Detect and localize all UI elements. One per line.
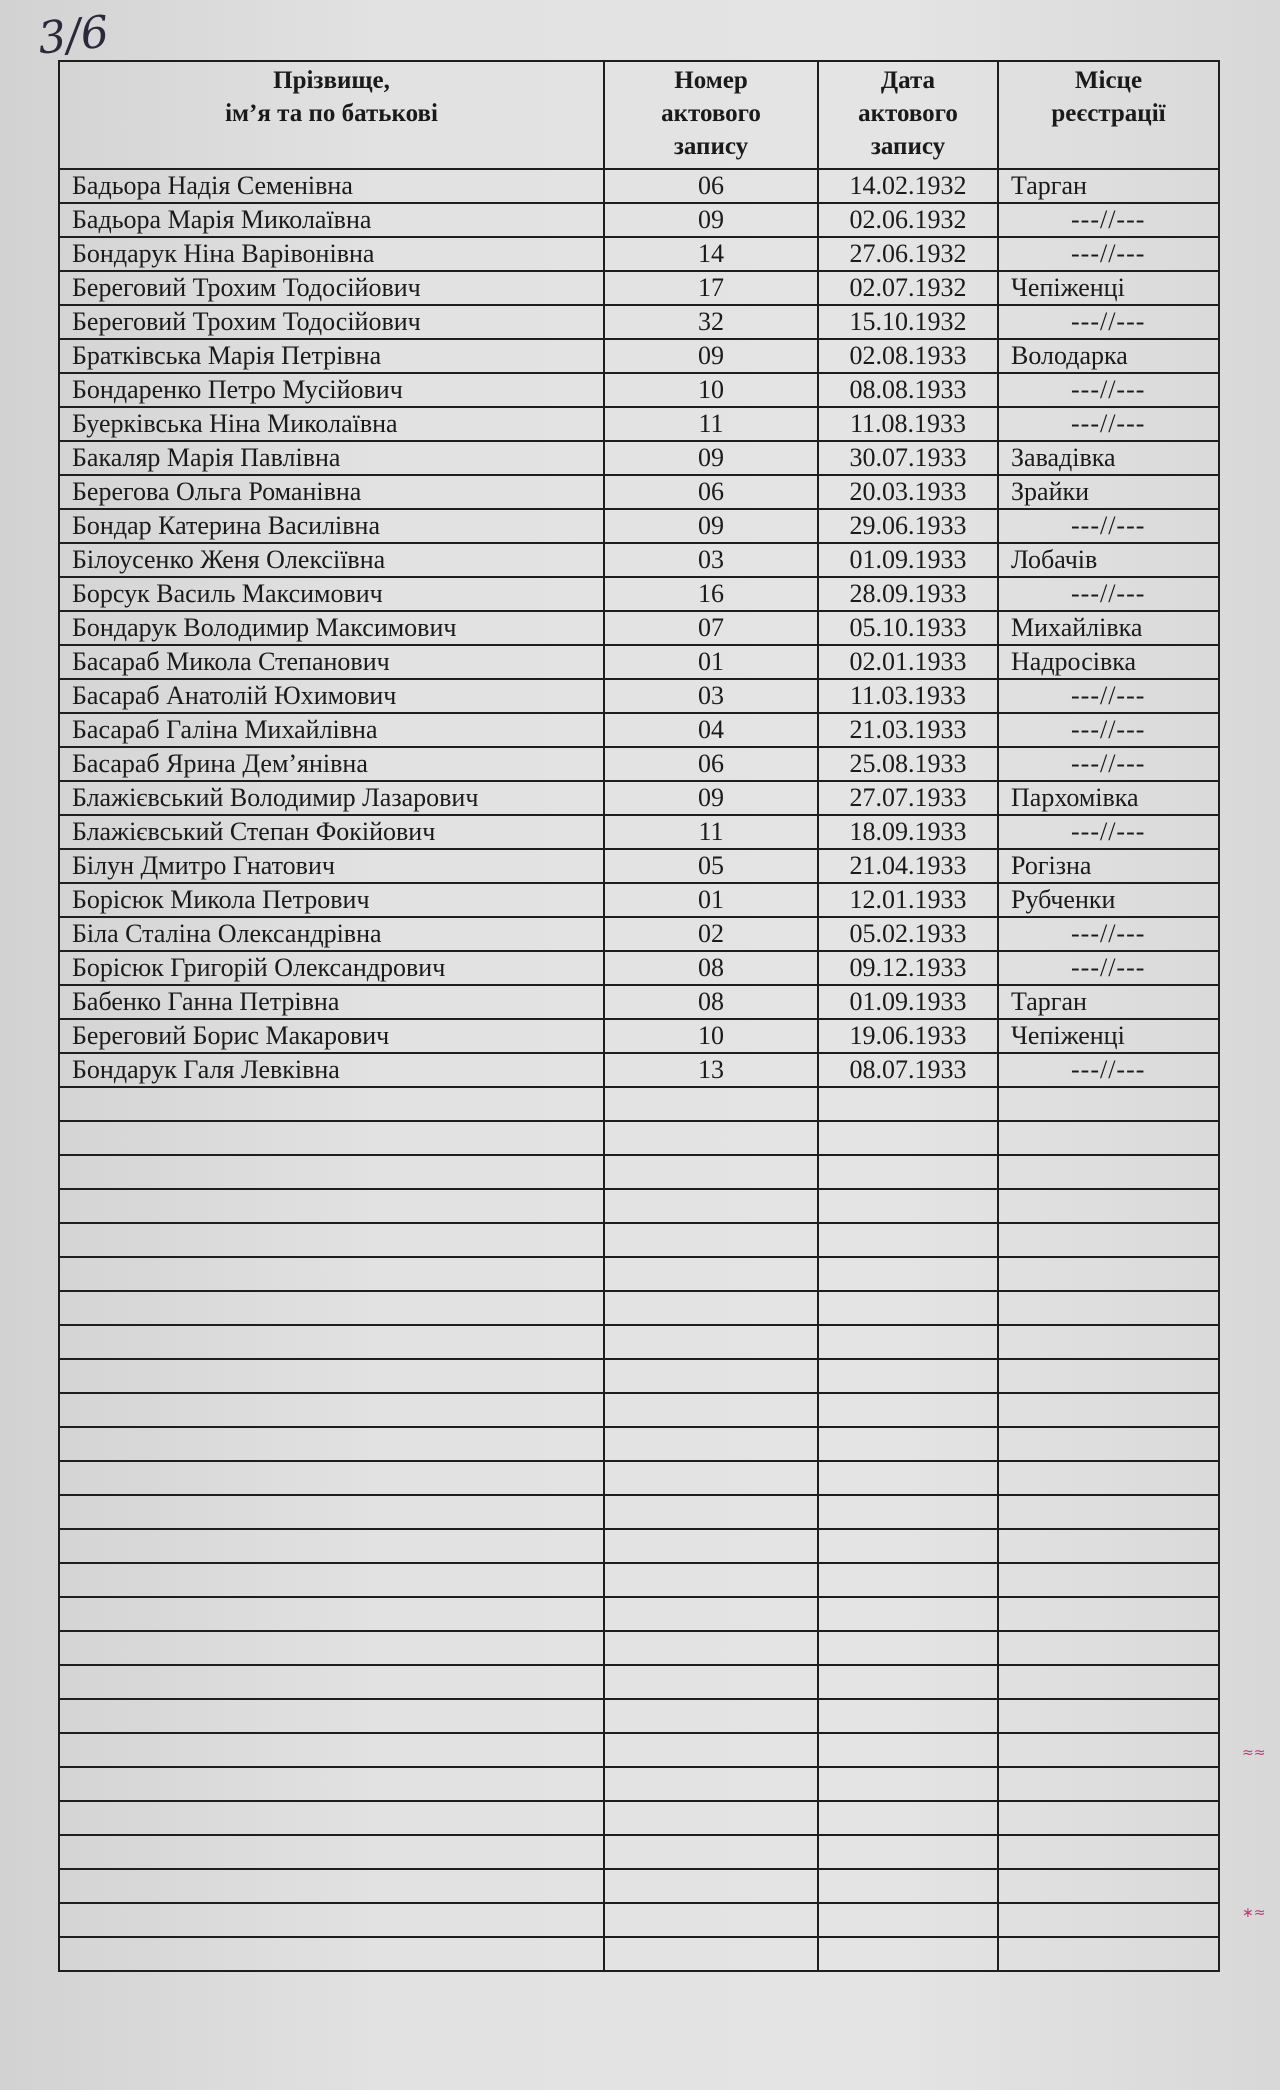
cell-record-number: 03 (604, 679, 818, 713)
cell-record-date: 20.03.1933 (818, 475, 998, 509)
empty-table-row (59, 1087, 1219, 1121)
empty-table-row (59, 1903, 1219, 1937)
empty-cell (59, 1325, 604, 1359)
table-row (59, 407, 1219, 441)
empty-table-row (59, 1733, 1219, 1767)
cell-record-number: 06 (604, 475, 818, 509)
empty-cell (998, 1087, 1219, 1121)
cell-place: Лобачів (998, 543, 1219, 577)
table-row (59, 1053, 1219, 1087)
empty-cell (59, 1223, 604, 1257)
empty-cell (59, 1461, 604, 1495)
cell-place: ---//--- (998, 203, 1219, 237)
cell-name: Бадьора Надія Семенівна (59, 169, 604, 203)
cell-name: Бондарук Ніна Варівонівна (59, 237, 604, 271)
empty-cell (998, 1529, 1219, 1563)
cell-name: Басараб Микола Степанович (59, 645, 604, 679)
empty-table-row (59, 1801, 1219, 1835)
table-row (59, 781, 1219, 815)
cell-name: Біла Сталіна Олександрівна (59, 917, 604, 951)
empty-cell (998, 1563, 1219, 1597)
cell-record-date: 28.09.1933 (818, 577, 998, 611)
table-row (59, 509, 1219, 543)
cell-record-date: 02.01.1933 (818, 645, 998, 679)
empty-cell (604, 1155, 818, 1189)
table-row (59, 339, 1219, 373)
cell-name: Борсук Василь Максимович (59, 577, 604, 611)
cell-record-number: 01 (604, 883, 818, 917)
cell-record-date: 05.10.1933 (818, 611, 998, 645)
empty-cell (998, 1835, 1219, 1869)
cell-record-number: 09 (604, 441, 818, 475)
cell-name: Береговий Борис Макарович (59, 1019, 604, 1053)
table-row (59, 679, 1219, 713)
empty-cell (604, 1223, 818, 1257)
empty-cell (59, 1801, 604, 1835)
table-row (59, 577, 1219, 611)
cell-name: Басараб Анатолій Юхимович (59, 679, 604, 713)
cell-record-date: 15.10.1932 (818, 305, 998, 339)
empty-cell (818, 1189, 998, 1223)
empty-cell (998, 1869, 1219, 1903)
cell-record-number: 13 (604, 1053, 818, 1087)
table-row (59, 951, 1219, 985)
empty-table-row (59, 1597, 1219, 1631)
cell-place: ---//--- (998, 1053, 1219, 1087)
cell-place: Чепіженці (998, 1019, 1219, 1053)
cell-place: ---//--- (998, 305, 1219, 339)
cell-record-date: 02.07.1932 (818, 271, 998, 305)
empty-cell (818, 1869, 998, 1903)
cell-record-date: 18.09.1933 (818, 815, 998, 849)
empty-table-row (59, 1529, 1219, 1563)
empty-cell (59, 1835, 604, 1869)
empty-cell (604, 1835, 818, 1869)
cell-place: Рогізна (998, 849, 1219, 883)
empty-cell (59, 1529, 604, 1563)
cell-record-number: 09 (604, 339, 818, 373)
empty-cell (998, 1393, 1219, 1427)
empty-cell (818, 1835, 998, 1869)
header-record-date: Дата актового запису (818, 61, 998, 169)
cell-place: Тарган (998, 985, 1219, 1019)
empty-cell (59, 1597, 604, 1631)
empty-table-row (59, 1325, 1219, 1359)
cell-name: Борісюк Григорій Олександрович (59, 951, 604, 985)
empty-cell (998, 1291, 1219, 1325)
cell-place: Тарган (998, 169, 1219, 203)
empty-cell (59, 1087, 604, 1121)
cell-name: Блажієвський Володимир Лазарович (59, 781, 604, 815)
cell-record-date: 01.09.1933 (818, 985, 998, 1019)
empty-cell (604, 1665, 818, 1699)
empty-cell (59, 1495, 604, 1529)
empty-cell (604, 1359, 818, 1393)
empty-cell (604, 1495, 818, 1529)
handwritten-page-number: 3/6 (35, 6, 112, 65)
cell-place: Чепіженці (998, 271, 1219, 305)
empty-table-row (59, 1869, 1219, 1903)
empty-cell (818, 1665, 998, 1699)
cell-name: Бондаренко Петро Мусійович (59, 373, 604, 407)
empty-table-row (59, 1631, 1219, 1665)
cell-record-number: 10 (604, 1019, 818, 1053)
pink-ink-mark: ≈≈ (1242, 1745, 1266, 1761)
table-row (59, 713, 1219, 747)
empty-cell (59, 1291, 604, 1325)
empty-cell (998, 1733, 1219, 1767)
table-row (59, 475, 1219, 509)
empty-cell (998, 1903, 1219, 1937)
table-row (59, 645, 1219, 679)
empty-cell (59, 1155, 604, 1189)
cell-record-number: 08 (604, 985, 818, 1019)
cell-record-date: 21.03.1933 (818, 713, 998, 747)
cell-record-date: 19.06.1933 (818, 1019, 998, 1053)
empty-cell (998, 1665, 1219, 1699)
empty-cell (998, 1597, 1219, 1631)
cell-record-number: 07 (604, 611, 818, 645)
table-row (59, 441, 1219, 475)
empty-cell (604, 1189, 818, 1223)
empty-table-row (59, 1937, 1219, 1971)
cell-name: Бадьора Марія Миколаївна (59, 203, 604, 237)
cell-name: Бабенко Ганна Петрівна (59, 985, 604, 1019)
empty-table-row (59, 1835, 1219, 1869)
cell-record-date: 29.06.1933 (818, 509, 998, 543)
cell-name: Бондарук Галя Левківна (59, 1053, 604, 1087)
empty-cell (998, 1699, 1219, 1733)
empty-table-row (59, 1291, 1219, 1325)
cell-place: ---//--- (998, 577, 1219, 611)
cell-place: Зрайки (998, 475, 1219, 509)
cell-name: Білоусенко Женя Олексіївна (59, 543, 604, 577)
table-row (59, 237, 1219, 271)
cell-record-date: 21.04.1933 (818, 849, 998, 883)
empty-cell (604, 1631, 818, 1665)
cell-place: Михайлівка (998, 611, 1219, 645)
empty-cell (604, 1801, 818, 1835)
empty-cell (818, 1563, 998, 1597)
table-row (59, 1019, 1219, 1053)
table-row (59, 203, 1219, 237)
empty-cell (604, 1121, 818, 1155)
empty-cell (604, 1563, 818, 1597)
empty-cell (998, 1121, 1219, 1155)
registry-table (58, 60, 1220, 1972)
cell-record-number: 06 (604, 169, 818, 203)
table-row (59, 883, 1219, 917)
cell-record-number: 05 (604, 849, 818, 883)
cell-record-number: 04 (604, 713, 818, 747)
cell-record-date: 08.07.1933 (818, 1053, 998, 1087)
empty-table-row (59, 1767, 1219, 1801)
empty-table-row (59, 1699, 1219, 1733)
empty-cell (818, 1359, 998, 1393)
table-row (59, 849, 1219, 883)
empty-cell (59, 1699, 604, 1733)
empty-cell (998, 1495, 1219, 1529)
cell-record-number: 32 (604, 305, 818, 339)
empty-cell (818, 1427, 998, 1461)
cell-record-number: 17 (604, 271, 818, 305)
cell-name: Бакаляр Марія Павлівна (59, 441, 604, 475)
empty-cell (998, 1461, 1219, 1495)
cell-place: Завадівка (998, 441, 1219, 475)
empty-cell (59, 1393, 604, 1427)
header-name: Прізвище, ім’я та по батькові (59, 61, 604, 169)
table-row (59, 271, 1219, 305)
empty-cell (604, 1597, 818, 1631)
empty-cell (59, 1189, 604, 1223)
cell-record-number: 06 (604, 747, 818, 781)
cell-record-number: 11 (604, 815, 818, 849)
empty-table-row (59, 1121, 1219, 1155)
empty-cell (604, 1461, 818, 1495)
cell-name: Басараб Галіна Михайлівна (59, 713, 604, 747)
cell-place: ---//--- (998, 815, 1219, 849)
empty-cell (59, 1359, 604, 1393)
empty-cell (59, 1257, 604, 1291)
cell-record-number: 10 (604, 373, 818, 407)
empty-cell (59, 1631, 604, 1665)
empty-cell (998, 1937, 1219, 1971)
cell-name: Бондарук Володимир Максимович (59, 611, 604, 645)
empty-table-row (59, 1223, 1219, 1257)
empty-cell (59, 1903, 604, 1937)
cell-place: ---//--- (998, 373, 1219, 407)
cell-place: Пархомівка (998, 781, 1219, 815)
cell-name: Берегова Ольга Романівна (59, 475, 604, 509)
cell-name: Басараб Ярина Дем’янівна (59, 747, 604, 781)
empty-cell (604, 1427, 818, 1461)
empty-cell (818, 1495, 998, 1529)
cell-record-number: 14 (604, 237, 818, 271)
cell-place: ---//--- (998, 951, 1219, 985)
table-row (59, 747, 1219, 781)
empty-cell (818, 1937, 998, 1971)
table-row (59, 917, 1219, 951)
cell-place: ---//--- (998, 713, 1219, 747)
empty-cell (998, 1359, 1219, 1393)
cell-name: Береговий Трохим Тодосійович (59, 271, 604, 305)
empty-cell (818, 1155, 998, 1189)
empty-cell (818, 1597, 998, 1631)
cell-record-date: 27.07.1933 (818, 781, 998, 815)
empty-table-row (59, 1257, 1219, 1291)
cell-record-date: 01.09.1933 (818, 543, 998, 577)
cell-record-date: 30.07.1933 (818, 441, 998, 475)
cell-record-number: 03 (604, 543, 818, 577)
empty-cell (604, 1291, 818, 1325)
empty-table-row (59, 1155, 1219, 1189)
empty-cell (818, 1903, 998, 1937)
pink-ink-mark: ∗≈ (1242, 1905, 1266, 1921)
empty-cell (59, 1937, 604, 1971)
empty-cell (818, 1393, 998, 1427)
cell-record-date: 11.03.1933 (818, 679, 998, 713)
cell-name: Борісюк Микола Петрович (59, 883, 604, 917)
cell-place: Рубченки (998, 883, 1219, 917)
empty-cell (818, 1325, 998, 1359)
table-row (59, 543, 1219, 577)
empty-cell (818, 1529, 998, 1563)
table-row (59, 985, 1219, 1019)
cell-place: ---//--- (998, 407, 1219, 441)
empty-table-row (59, 1427, 1219, 1461)
empty-cell (998, 1155, 1219, 1189)
cell-record-date: 27.06.1932 (818, 237, 998, 271)
empty-cell (604, 1869, 818, 1903)
header-record-number: Номер актового запису (604, 61, 818, 169)
cell-record-date: 25.08.1933 (818, 747, 998, 781)
empty-cell (818, 1087, 998, 1121)
empty-table-row (59, 1461, 1219, 1495)
empty-cell (604, 1325, 818, 1359)
cell-name: Буерківська Ніна Миколаївна (59, 407, 604, 441)
cell-record-number: 11 (604, 407, 818, 441)
empty-cell (998, 1325, 1219, 1359)
empty-cell (998, 1257, 1219, 1291)
cell-place: ---//--- (998, 237, 1219, 271)
cell-place: Володарка (998, 339, 1219, 373)
empty-cell (604, 1733, 818, 1767)
cell-name: Братківська Марія Петрівна (59, 339, 604, 373)
empty-cell (818, 1461, 998, 1495)
empty-cell (998, 1189, 1219, 1223)
cell-record-number: 09 (604, 203, 818, 237)
empty-cell (59, 1733, 604, 1767)
cell-record-number: 01 (604, 645, 818, 679)
empty-table-row (59, 1189, 1219, 1223)
cell-place: ---//--- (998, 917, 1219, 951)
cell-record-date: 08.08.1933 (818, 373, 998, 407)
empty-cell (998, 1631, 1219, 1665)
empty-cell (998, 1223, 1219, 1257)
empty-cell (818, 1767, 998, 1801)
empty-cell (998, 1427, 1219, 1461)
empty-cell (818, 1699, 998, 1733)
cell-record-date: 09.12.1933 (818, 951, 998, 985)
cell-record-number: 16 (604, 577, 818, 611)
empty-cell (818, 1733, 998, 1767)
empty-cell (59, 1665, 604, 1699)
table-row (59, 815, 1219, 849)
table-row (59, 611, 1219, 645)
header-place: Місце реєстрації (998, 61, 1219, 169)
cell-place: ---//--- (998, 679, 1219, 713)
table-header-row (59, 61, 1219, 169)
cell-name: Білун Дмитро Гнатович (59, 849, 604, 883)
empty-cell (604, 1393, 818, 1427)
empty-cell (59, 1767, 604, 1801)
table-row (59, 373, 1219, 407)
empty-cell (604, 1699, 818, 1733)
empty-cell (818, 1631, 998, 1665)
cell-record-date: 02.08.1933 (818, 339, 998, 373)
cell-record-number: 09 (604, 781, 818, 815)
cell-record-number: 02 (604, 917, 818, 951)
empty-cell (818, 1291, 998, 1325)
cell-place: ---//--- (998, 747, 1219, 781)
empty-cell (818, 1801, 998, 1835)
empty-cell (604, 1529, 818, 1563)
cell-record-date: 12.01.1933 (818, 883, 998, 917)
empty-table-row (59, 1359, 1219, 1393)
empty-cell (604, 1767, 818, 1801)
cell-place: ---//--- (998, 509, 1219, 543)
empty-cell (59, 1121, 604, 1155)
empty-cell (604, 1257, 818, 1291)
empty-cell (604, 1903, 818, 1937)
cell-name: Бондар Катерина Василівна (59, 509, 604, 543)
empty-cell (59, 1869, 604, 1903)
empty-table-row (59, 1563, 1219, 1597)
cell-record-number: 08 (604, 951, 818, 985)
empty-cell (818, 1223, 998, 1257)
empty-table-row (59, 1393, 1219, 1427)
empty-table-row (59, 1665, 1219, 1699)
table-row (59, 169, 1219, 203)
cell-name: Блажієвський Степан Фокійович (59, 815, 604, 849)
empty-cell (59, 1427, 604, 1461)
empty-cell (818, 1121, 998, 1155)
cell-record-date: 02.06.1932 (818, 203, 998, 237)
cell-record-date: 05.02.1933 (818, 917, 998, 951)
cell-name: Береговий Трохим Тодосійович (59, 305, 604, 339)
cell-record-number: 09 (604, 509, 818, 543)
empty-table-row (59, 1495, 1219, 1529)
table-body (59, 169, 1219, 1971)
empty-cell (998, 1801, 1219, 1835)
empty-cell (604, 1937, 818, 1971)
table-row (59, 305, 1219, 339)
empty-cell (818, 1257, 998, 1291)
empty-cell (59, 1563, 604, 1597)
empty-cell (604, 1087, 818, 1121)
cell-record-date: 11.08.1933 (818, 407, 998, 441)
cell-record-date: 14.02.1932 (818, 169, 998, 203)
cell-place: Надросівка (998, 645, 1219, 679)
empty-cell (998, 1767, 1219, 1801)
